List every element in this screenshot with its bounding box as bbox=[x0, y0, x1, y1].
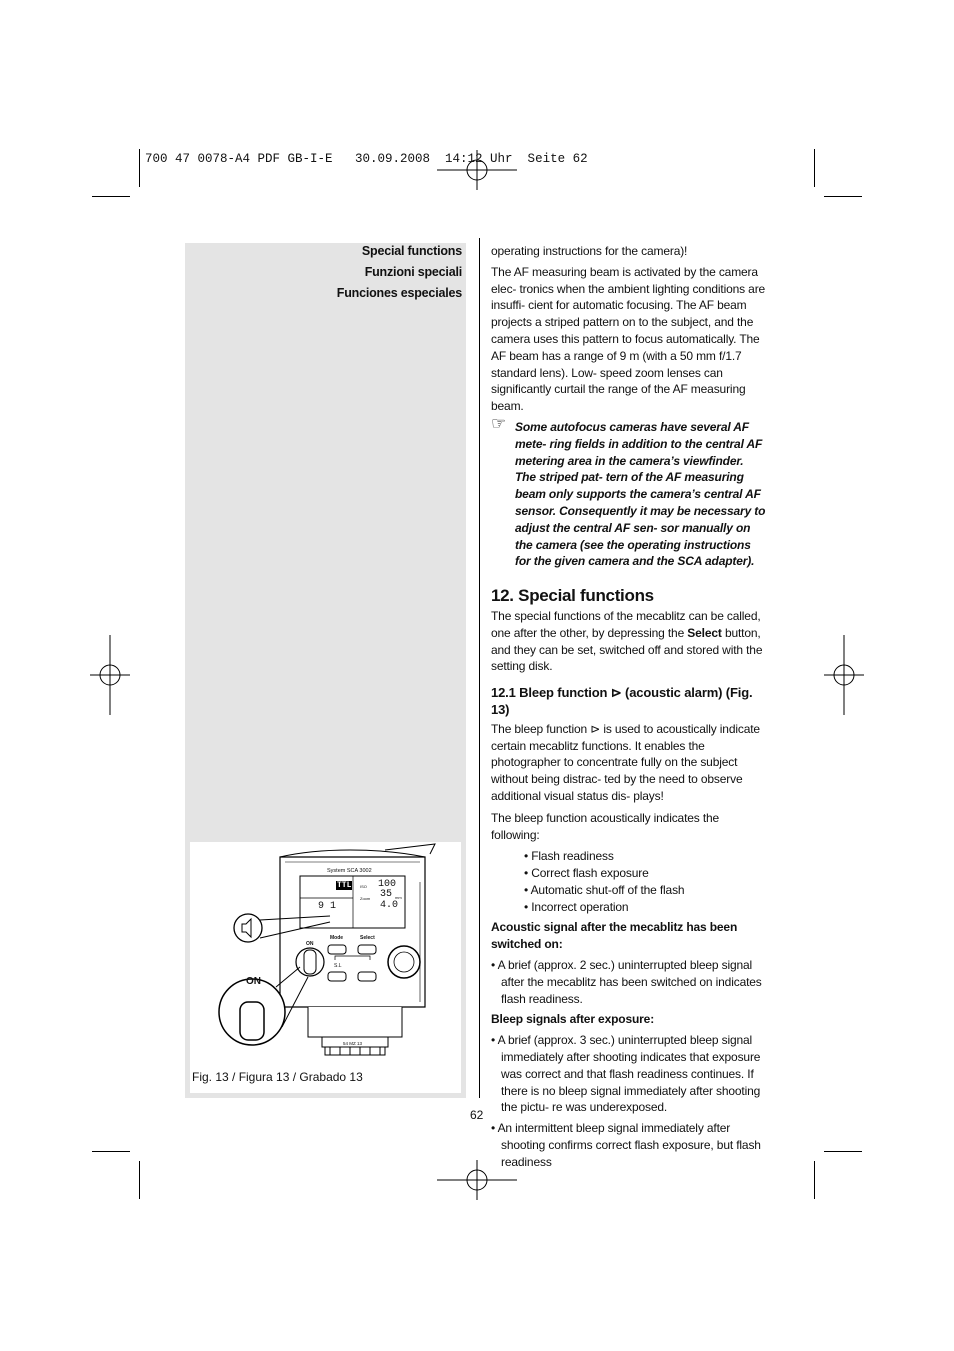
note-block bbox=[491, 413, 767, 570]
crop-mark bbox=[824, 196, 862, 197]
figure-13 bbox=[190, 842, 461, 1093]
subheading-after-exposure: Bleep signals after exposure: bbox=[491, 1012, 655, 1027]
page-number: 62 bbox=[470, 1108, 484, 1122]
on-big-label: ON bbox=[246, 976, 261, 987]
section-heading-special: 12. Special functions bbox=[491, 586, 654, 606]
list-item: • Automatic shut-off of the flash bbox=[524, 882, 685, 897]
crop-mark bbox=[139, 149, 140, 187]
lcd-value2: 35 bbox=[380, 889, 393, 900]
paragraph-indicates: The bleep function acoustically indicates the following: bbox=[491, 810, 720, 842]
registration-mark-right bbox=[824, 635, 864, 715]
lcd-label-iso: ISO bbox=[360, 884, 367, 889]
sidebar-title-it: Funzioni speciali bbox=[364, 265, 462, 279]
paragraph-af-beam: The AF measuring beam is activated by the camera elec- tronics when the ambient lighting conditions are insuffi- cient for automatic focusing. The AF beam projects a striped pattern on to the subject, and the camera uses this pattern to focus automatically. The AF beam has a range of 9 m (with a 50 mm f/1.7 standard lens). Low- speed zoom lenses can significantly curtail the range of the AF measuring beam. bbox=[491, 264, 766, 414]
crop-mark bbox=[139, 1161, 140, 1199]
lcd-unit: mm bbox=[395, 895, 402, 900]
crop-mark bbox=[92, 196, 130, 197]
speaker-icon: ⊳ bbox=[610, 685, 622, 701]
sl-label: S.L bbox=[334, 963, 342, 969]
subheading-switched-on: Acoustic signal after the mecablitz has been switched on: bbox=[491, 920, 738, 952]
paragraph-bleep: The bleep function ⊳ is used to acoustically indicate certain mecablitz functions. It enables the photographer to concentrate fully on the subject without being distrac- ted by the need to observe additional visual status dis- plays! bbox=[491, 721, 760, 803]
list-item: • Flash readiness bbox=[524, 849, 614, 864]
paragraph: operating instructions for the camera)! bbox=[491, 244, 688, 258]
print-header: 700 47 0078-A4 PDF GB-I-E 30.09.2008 14:12 Uhr Seite 62 bbox=[145, 152, 588, 166]
select-keyword: Select bbox=[687, 625, 722, 640]
speaker-icon: ⊳ bbox=[590, 721, 601, 736]
figure-caption: Fig. 13 / Figura 13 / Grabado 13 bbox=[192, 1070, 363, 1084]
registration-mark-left bbox=[90, 635, 130, 715]
lcd-mode: TTL bbox=[337, 881, 352, 890]
note-text: Some autofocus cameras have several AF mete- ring fields in addition to the central AF metering area in the camera’s viewfinder. The striped pat- tern of the AF measuring beam only supports the camera’s central AF sensor. Consequently it may be necessary to adjust the central AF sen- sor manually on the camera (see the operating instructions for the given camera and the SCA adapter). bbox=[515, 419, 766, 569]
bullet-paragraph: • A brief (approx. 2 sec.) uninterrupted bleep signal after the mecablitz has been switched on indicates flash readiness. bbox=[491, 958, 762, 1006]
lcd-value1: 100 bbox=[378, 879, 397, 890]
crop-mark bbox=[824, 1151, 862, 1152]
bullet-paragraph: • An intermittent bleep signal immediately after shooting confirms correct flash exposure, but flash readiness bbox=[491, 1121, 761, 1169]
mode-button-label: Mode bbox=[330, 935, 344, 941]
list-item: • Correct flash exposure bbox=[524, 866, 649, 881]
bullet-paragraph: • A brief (approx. 3 sec.) uninterrupted bleep signal immediately after shooting indicates that exposure was correct and that flash readiness continues. If there is no bleep signal immediately after shooting the pictu- re was underexposed. bbox=[491, 1033, 761, 1115]
model-label: 54 MZ 13 bbox=[343, 1041, 363, 1046]
subsection-heading-bleep: 12.1 Bleep function ⊳ (acoustic alarm) (Fig. 13) bbox=[491, 685, 753, 717]
flash-unit-illustration bbox=[190, 842, 461, 1067]
device-brand: System SCA 3002 bbox=[327, 868, 372, 874]
crop-mark bbox=[92, 1151, 130, 1152]
pointing-hand-icon: ☞ bbox=[491, 413, 507, 433]
main-text bbox=[491, 243, 767, 1171]
on-switch-label: ON bbox=[306, 941, 314, 947]
paragraph-special: The special functions of the mecablitz can be called, one after the other, by depressing the Select button, and they can be set, switched off and stored with the setting disk. bbox=[491, 608, 763, 674]
list-item: • Incorrect operation bbox=[524, 899, 629, 914]
crop-mark bbox=[814, 149, 815, 187]
lcd-distance: 9 1 bbox=[318, 901, 337, 912]
lcd-value3: 4.0 bbox=[380, 900, 399, 911]
crop-mark bbox=[814, 1161, 815, 1199]
lcd-label-zoom: Zoom bbox=[360, 896, 371, 901]
sidebar-title-es: Funciones especiales bbox=[336, 286, 462, 300]
sidebar-title-en: Special functions bbox=[361, 244, 462, 258]
column-divider bbox=[479, 238, 480, 1098]
select-button-label: Select bbox=[360, 935, 375, 941]
